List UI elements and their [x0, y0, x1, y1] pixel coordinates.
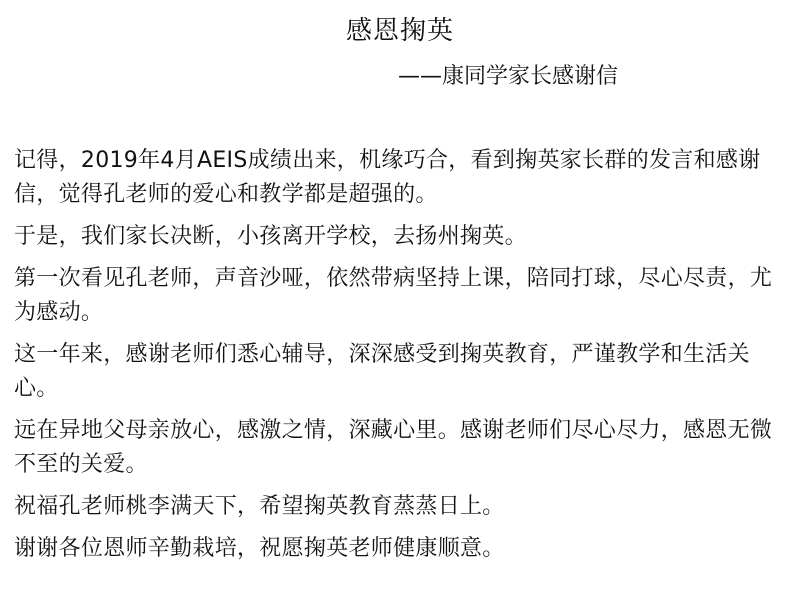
- letter-body: [14, 144, 794, 574]
- paragraph: 谢谢各位恩师辛勤栽培，祝愿掬英老师健康顺意。: [14, 536, 505, 561]
- letter-subtitle: ——康同学家长感谢信: [398, 64, 619, 89]
- paragraph: 记得，2019年4月AEIS成绩出来，机缘巧合，看到掬英家长群的发言和感谢信，觉得孔老师的爱心和教学都是超强的。: [14, 148, 761, 207]
- paragraph: 祝福孔老师桃李满天下，希望掬英教育蒸蒸日上。: [14, 494, 505, 519]
- paragraph: 远在异地父母亲放心，感激之情，深藏心里。感谢老师们尽心尽力，感恩无微不至的关爱。: [14, 418, 773, 477]
- paragraph: 第一次看见孔老师，声音沙哑，依然带病坚持上课，陪同打球，尽心尽责，尤为感动。: [14, 266, 773, 325]
- paragraph: 于是，我们家长决断，小孩离开学校，去扬州掬英。: [14, 224, 527, 249]
- letter-title: 感恩掬英: [345, 16, 454, 46]
- paragraph: 这一年来，感谢老师们悉心辅导，深深感受到掬英教育，严谨教学和生活关心。: [14, 342, 750, 401]
